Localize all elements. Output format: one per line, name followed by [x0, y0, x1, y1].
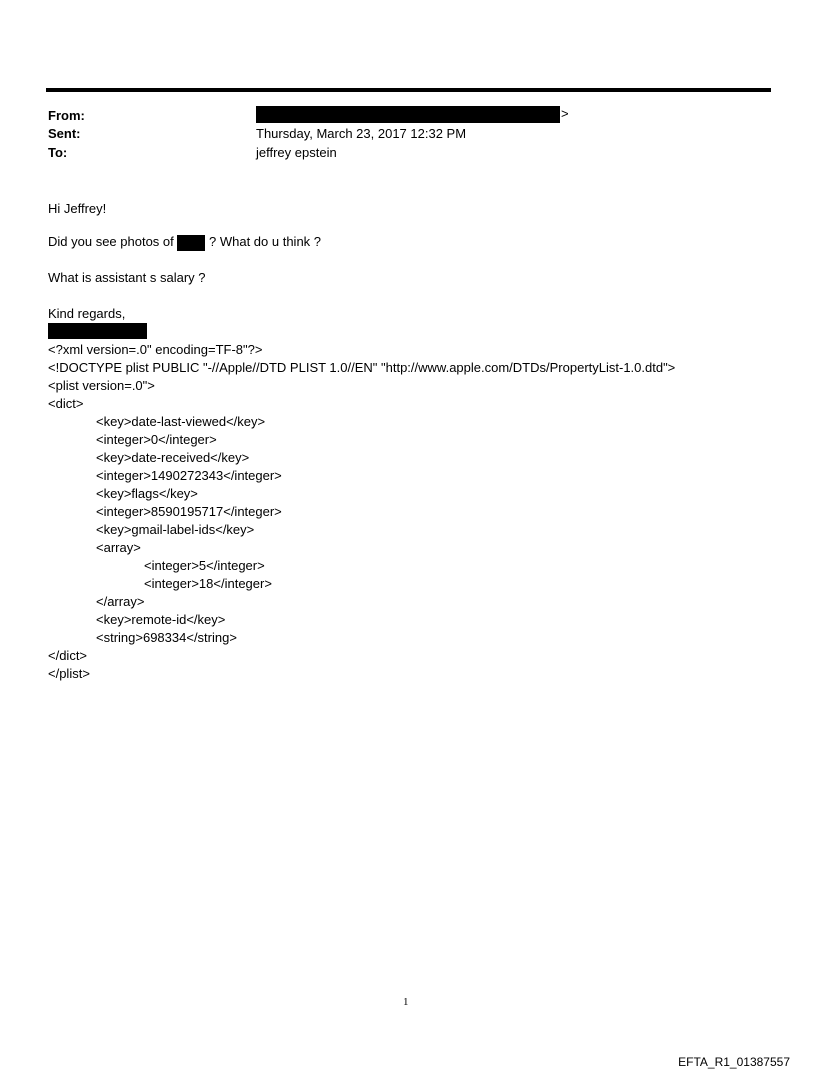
plist-line: </dict>	[48, 648, 88, 663]
plist-line: <array>	[96, 540, 141, 555]
signature-redaction	[48, 323, 147, 339]
to-value: jeffrey epstein	[256, 145, 337, 160]
sent-label: Sent:	[48, 126, 81, 141]
plist-line: <string>698334</string>	[96, 630, 237, 645]
sent-value: Thursday, March 23, 2017 12:32 PM	[256, 126, 467, 141]
redaction-block	[177, 235, 205, 251]
message-line-1-end: ? What do u think ?	[209, 234, 322, 249]
message-line-2: What is assistant s salary ?	[48, 270, 206, 285]
plist-line: <integer>18</integer>	[144, 576, 272, 591]
plist-line: <key>date-received</key>	[96, 450, 250, 465]
plist-line: </array>	[96, 594, 145, 609]
plist-line: <key>flags</key>	[96, 486, 198, 501]
plist-line: <integer>5</integer>	[144, 558, 265, 573]
from-value	[256, 106, 569, 123]
message-line-1-start: Did you see photos of	[48, 234, 174, 249]
plist-line: <!DOCTYPE plist PUBLIC "-//Apple//DTD PLIST 1.0//EN" "http://www.apple.com/DTDs/PropertyList-1.0.dtd">	[48, 360, 676, 375]
signoff: Kind regards,	[48, 306, 126, 321]
plist-line: <integer>1490272343</integer>	[96, 468, 282, 483]
plist-line: <key>gmail-label-ids</key>	[96, 522, 255, 537]
plist-line: <integer>8590195717</integer>	[96, 504, 282, 519]
plist-line: </plist>	[48, 666, 90, 681]
plist-line: <key>remote-id</key>	[96, 612, 226, 627]
plist-line: <integer>0</integer>	[96, 432, 217, 447]
document-id: EFTA_R1_01387557	[678, 1055, 790, 1069]
plist-line: <key>date-last-viewed</key>	[96, 414, 266, 429]
to-label: To:	[48, 145, 68, 160]
page-number: 1	[403, 996, 409, 1008]
header-rule	[46, 88, 771, 92]
plist-line: <plist version=.0">	[48, 378, 155, 393]
message-line-1	[48, 234, 321, 251]
plist-line: <dict>	[48, 396, 84, 411]
plist-line: <?xml version=.0" encoding=TF-8"?>	[48, 342, 263, 357]
greeting: Hi Jeffrey!	[48, 201, 107, 216]
from-label: From:	[48, 108, 85, 123]
redaction-block	[256, 106, 560, 123]
from-suffix: >	[561, 106, 569, 121]
